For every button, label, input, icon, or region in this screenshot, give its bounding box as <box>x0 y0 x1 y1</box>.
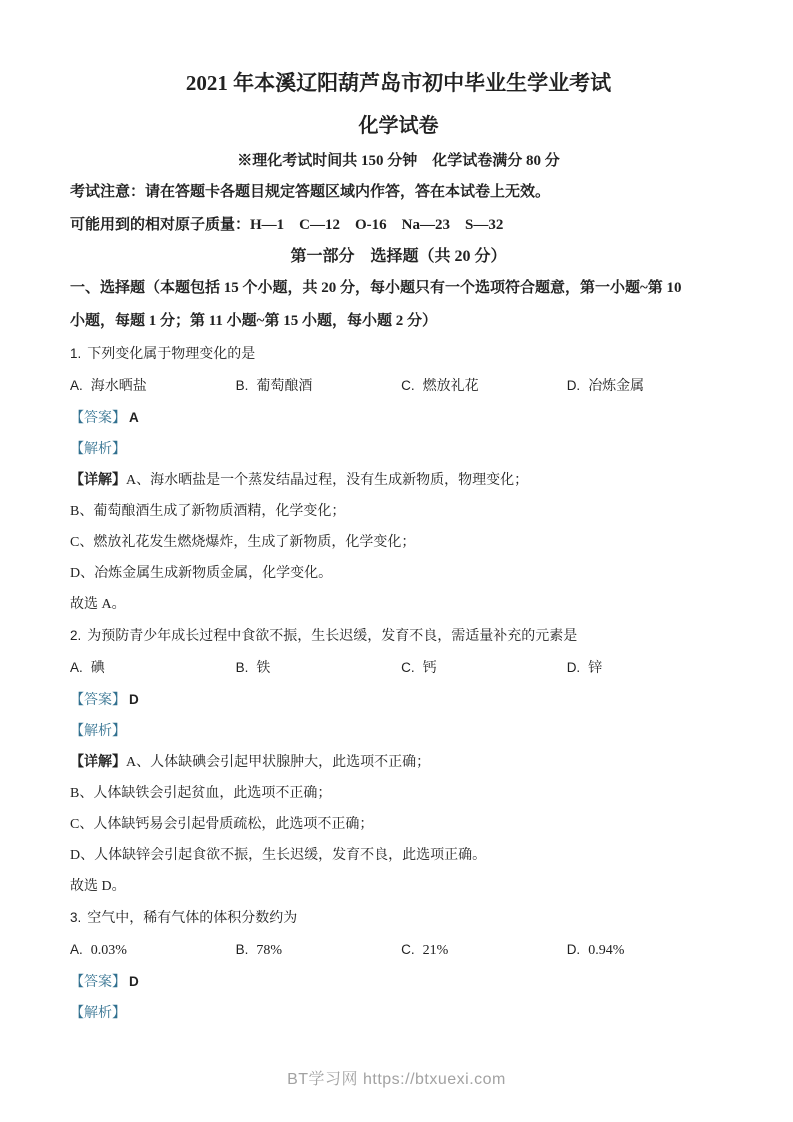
question-number: 1. <box>70 346 82 361</box>
answer-line <box>70 966 727 998</box>
answer-line <box>70 684 727 716</box>
watermark: BT学习网 https://btxuexi.com <box>287 1071 506 1088</box>
option-letter: A. <box>70 378 83 393</box>
option-text: 葡萄酿酒 <box>256 379 313 394</box>
detail-line: D、冶炼金属生成新物质金属，化学变化。 <box>70 566 333 581</box>
option-text: 碘 <box>90 661 105 676</box>
option-b <box>236 370 402 402</box>
analysis-line <box>70 998 727 1029</box>
answer-label: 【答案】 <box>70 693 126 708</box>
section-intro-line-2: 小题，每题 1 分；第 11 小题~第 15 小题，每小题 2 分） <box>70 313 437 329</box>
answer-label: 【答案】 <box>70 411 126 426</box>
option-c <box>401 652 567 684</box>
question-3 <box>70 902 727 1029</box>
option-text: 78% <box>256 943 282 958</box>
detail-label: 【详解】 <box>70 473 126 488</box>
part-header: 第一部分 选择题（共 20 分） <box>290 248 507 265</box>
question-stem-text: 空气中，稀有气体的体积分数约为 <box>87 911 298 926</box>
option-text: 21% <box>422 943 449 958</box>
option-letter: C. <box>401 660 415 675</box>
detail-line: B、葡萄酿酒生成了新物质酒精，化学变化； <box>70 504 346 519</box>
option-text: 锌 <box>588 661 603 676</box>
option-letter: A. <box>70 942 83 957</box>
option-letter: C. <box>401 942 415 957</box>
question-1 <box>70 338 727 620</box>
option-letter: D. <box>566 942 581 957</box>
analysis-line <box>70 716 727 747</box>
option-c <box>401 370 567 402</box>
analysis-line <box>70 434 727 465</box>
document-content <box>70 0 727 1029</box>
option-d <box>567 370 727 402</box>
detail-label: 【详解】 <box>70 755 126 770</box>
option-text: 海水晒盐 <box>90 379 147 394</box>
option-letter: A. <box>70 660 83 675</box>
question-number: 2. <box>70 628 82 643</box>
analysis-label: 【解析】 <box>70 1006 126 1021</box>
detail-line <box>70 747 727 778</box>
option-d <box>567 934 727 966</box>
option-letter: D. <box>566 660 581 675</box>
option-b <box>236 934 402 966</box>
atomic-masses: 可能用到的相对原子质量：H—1 C—12 O-16 Na—23 S—32 <box>70 217 504 233</box>
detail-line: B、人体缺铁会引起贫血，此选项不正确； <box>70 786 332 801</box>
option-letter: D. <box>566 378 581 393</box>
question-stem-text: 下列变化属于物理变化的是 <box>87 347 256 362</box>
option-letter: B. <box>235 942 249 957</box>
option-a <box>70 652 236 684</box>
answer-value: D <box>129 974 139 989</box>
question-stem <box>70 338 727 370</box>
option-text: 钙 <box>422 661 437 676</box>
option-letter: C. <box>401 378 415 393</box>
option-b <box>236 652 402 684</box>
answer-value: D <box>129 692 139 707</box>
question-stem <box>70 620 727 652</box>
options-row <box>70 652 727 684</box>
question-stem <box>70 902 727 934</box>
option-text: 铁 <box>256 661 271 676</box>
option-letter: B. <box>235 378 249 393</box>
answer-line <box>70 402 727 434</box>
doc-subtitle: 化学试卷 <box>358 115 439 137</box>
option-text: 燃放礼花 <box>422 379 479 394</box>
question-2 <box>70 620 727 902</box>
analysis-label: 【解析】 <box>70 724 126 739</box>
conclusion-line: 故选 D。 <box>70 879 126 894</box>
detail-text: A、人体缺碘会引起甲状腺肿大，此选项不正确； <box>126 755 431 770</box>
option-text: 0.94% <box>588 943 625 958</box>
detail-line <box>70 465 727 496</box>
detail-text: A、海水晒盐是一个蒸发结晶过程，没有生成新物质，物理变化； <box>126 473 529 488</box>
option-a <box>70 934 236 966</box>
option-letter: B. <box>235 660 249 675</box>
question-number: 3. <box>70 910 82 925</box>
option-a <box>70 370 236 402</box>
exam-notice: 考试注意：请在答题卡各题目规定答题区域内作答，答在本试卷上无效。 <box>70 184 551 200</box>
question-stem-text: 为预防青少年成长过程中食欲不振，生长迟缓，发育不良，需适量补充的元素是 <box>87 629 578 644</box>
detail-line: C、燃放礼花发生燃烧爆炸，生成了新物质，化学变化； <box>70 535 416 550</box>
analysis-label: 【解析】 <box>70 442 126 457</box>
option-text: 冶炼金属 <box>588 379 645 394</box>
answer-label: 【答案】 <box>70 975 126 990</box>
answer-value: A <box>129 410 139 425</box>
option-d <box>567 652 727 684</box>
detail-line: D、人体缺锌会引起食欲不振，生长迟缓，发育不良，此选项正确。 <box>70 848 487 863</box>
exam-time-info: ※理化考试时间共 150 分钟 化学试卷满分 80 分 <box>237 153 560 169</box>
detail-line: C、人体缺钙易会引起骨质疏松，此选项不正确； <box>70 817 374 832</box>
options-row <box>70 370 727 402</box>
option-text: 0.03% <box>90 943 127 958</box>
doc-title: 2021 年本溪辽阳葫芦岛市初中毕业生学业考试 <box>185 71 612 95</box>
option-c <box>401 934 567 966</box>
options-row <box>70 934 727 966</box>
conclusion-line: 故选 A。 <box>70 597 126 612</box>
section-intro-line-1: 一、选择题（本题包括 15 个小题，共 20 分，每小题只有一个选项符合题意，第一小题~第 10 <box>70 280 682 296</box>
